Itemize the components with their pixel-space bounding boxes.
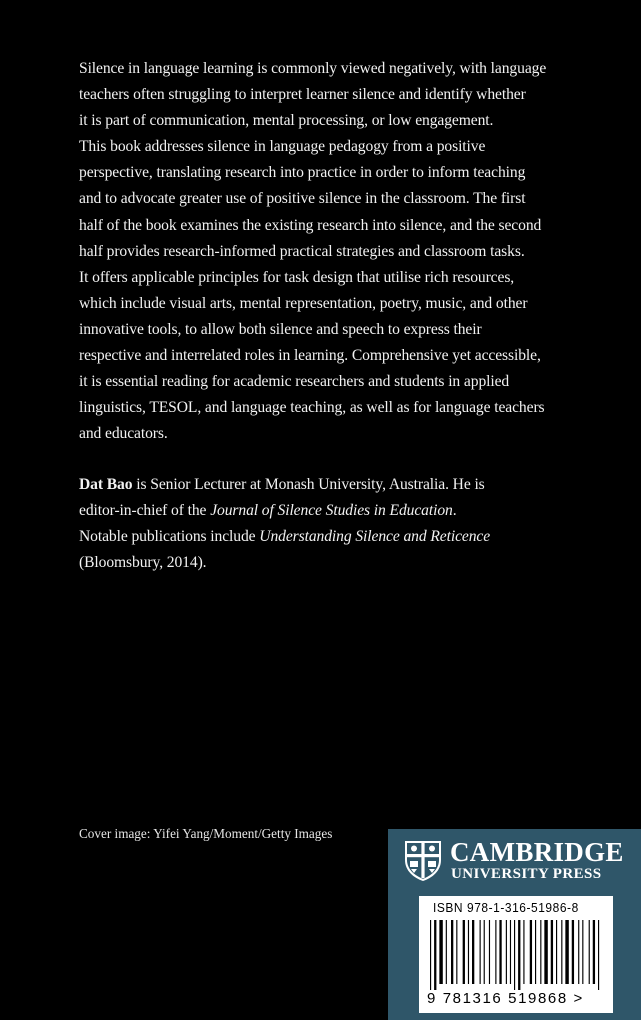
description-line: it is part of communication, mental processing, or low engagement. — [79, 112, 494, 130]
cambridge-crest-icon — [404, 840, 442, 882]
cover-image-credit: Cover image: Yifei Yang/Moment/Getty Images — [79, 826, 333, 841]
description-line: it is essential reading for academic researchers and students in applied — [79, 373, 510, 391]
barcode-bar — [523, 920, 524, 984]
description-line: It offers applicable principles for task design that utilise rich resources, — [79, 268, 515, 286]
barcode-bar — [510, 920, 511, 984]
barcode-bar — [495, 920, 496, 984]
barcode-bar — [434, 920, 436, 990]
bio-text: is Senior Lecturer at Monash University, Australia. He is — [132, 476, 485, 493]
barcode-bar — [430, 920, 431, 990]
isbn-barcode — [419, 896, 613, 1013]
barcode-bar — [514, 920, 515, 990]
bio-line — [79, 498, 591, 524]
barcode-bar — [551, 920, 553, 984]
barcode-bar — [446, 920, 447, 984]
book-title: Understanding Silence and Reticence — [259, 528, 491, 546]
author-bio — [79, 472, 591, 576]
barcode-bar — [556, 920, 557, 984]
author-name: Dat Bao — [79, 476, 133, 493]
barcode-digits: 9 781316 519868 > — [427, 990, 584, 1007]
publisher-panel — [388, 829, 641, 1020]
bio-line — [79, 472, 591, 498]
barcode-bar — [518, 920, 520, 990]
bio-text: editor-in-chief of the — [79, 502, 211, 520]
publisher-subname: UNIVERSITY PRESS — [451, 866, 602, 882]
description-line: respective and interrelated roles in learning. Comprehensive yet accessible, — [79, 347, 541, 365]
description-line: and educators. — [79, 425, 168, 443]
barcode-bar — [456, 920, 457, 984]
journal-title: Journal of Silence Studies in Education — [210, 502, 453, 520]
publisher-name: CAMBRIDGE — [450, 837, 624, 867]
barcode-bar — [544, 920, 547, 984]
description-line: perspective, translating research into practice in order to inform teaching — [79, 164, 526, 182]
bio-line — [79, 524, 591, 550]
isbn-label: ISBN 978-1-316-51986-8 — [433, 900, 579, 915]
description-line: innovative tools, to allow both silence and speech to express their — [79, 320, 482, 338]
description-line: which include visual arts, mental representation, poetry, music, and other — [79, 294, 528, 312]
barcode-bar — [530, 920, 532, 984]
barcode-bar — [472, 920, 474, 984]
barcode-bar — [506, 920, 507, 984]
barcode-bar — [593, 920, 595, 984]
barcode-bar — [572, 920, 574, 984]
description-line: linguistics, TESOL, and language teaching, as well as for language teachers — [79, 399, 545, 417]
barcode-bar — [589, 920, 590, 984]
barcode-bar — [468, 920, 469, 984]
barcode-bar — [489, 920, 490, 984]
description-line: teachers often struggling to interpret learner silence and identify whether — [79, 86, 526, 104]
description-line: Silence in language learning is commonly viewed negatively, with language — [79, 60, 547, 77]
barcode-bar — [565, 920, 568, 984]
barcode-bar — [451, 920, 453, 984]
bio-line: (Bloomsbury, 2014). — [79, 554, 207, 572]
description-line: half provides research-informed practical strategies and classroom tasks. — [79, 242, 525, 260]
bio-text: . — [452, 502, 457, 520]
barcode-bar — [540, 920, 541, 984]
barcode-bar — [535, 920, 536, 984]
barcode-bars — [430, 920, 602, 990]
barcode-bar — [578, 920, 579, 984]
description-line: This book addresses silence in language pedagogy from a positive — [79, 138, 486, 156]
barcode-bar — [582, 920, 583, 984]
barcode-bar — [463, 920, 465, 984]
bio-text: Notable publications include — [79, 528, 260, 546]
description-line: and to advocate greater use of positive silence in the classroom. The first — [79, 190, 526, 208]
description-line: half of the book examines the existing research into silence, and the second — [79, 216, 542, 234]
barcode-bar — [598, 920, 599, 990]
barcode-bar — [439, 920, 442, 984]
barcode-bar — [484, 920, 485, 984]
barcode-bar — [480, 920, 481, 984]
book-description — [79, 56, 591, 447]
barcode-bar — [561, 920, 562, 984]
barcode-bar — [499, 920, 501, 984]
